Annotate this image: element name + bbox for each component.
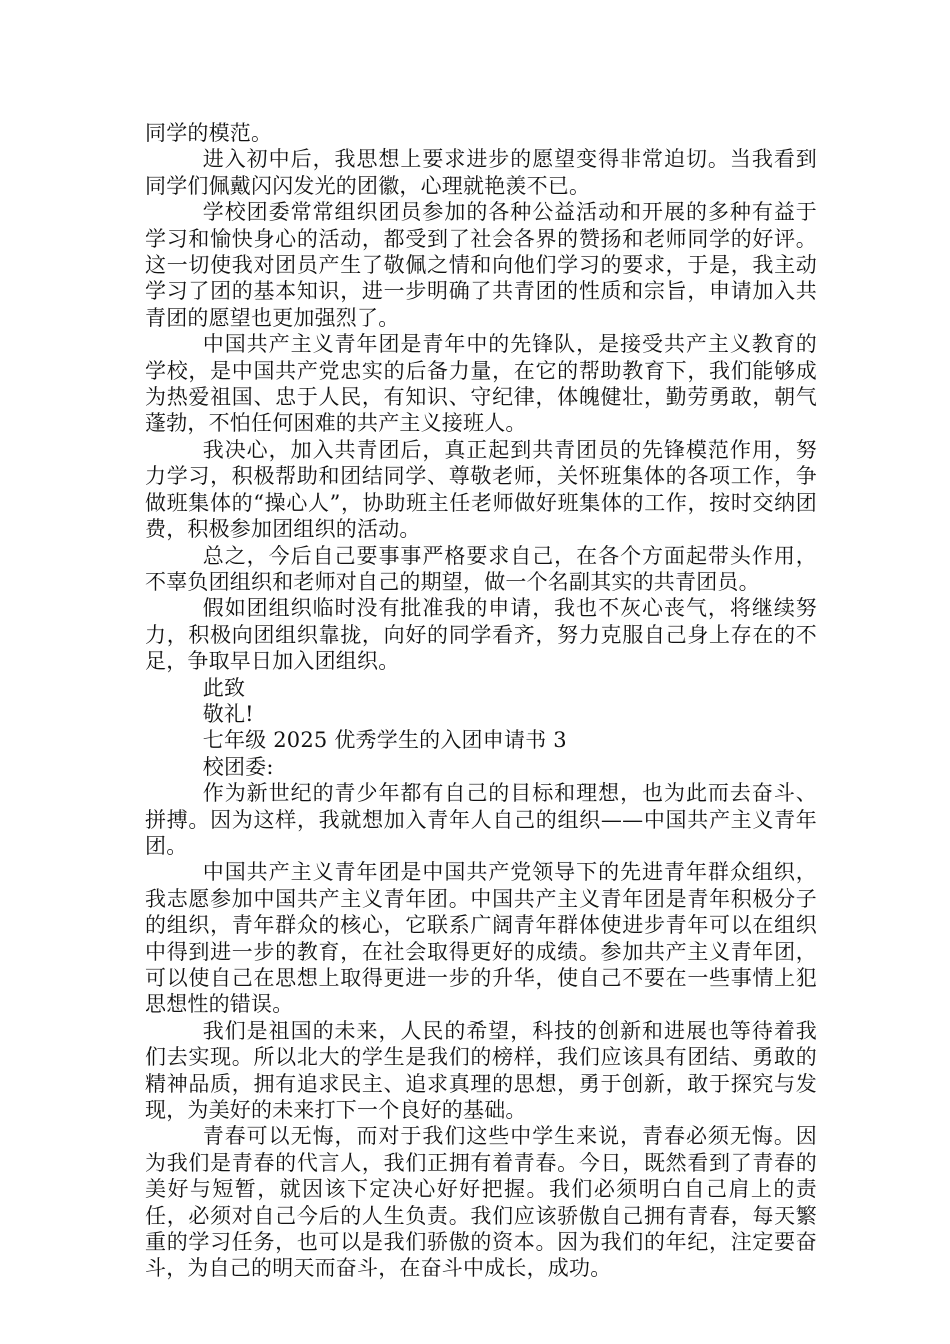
paragraph: 我决心，加入共青团后，真正起到共青团员的先锋模范作用，努力学习，积极帮助和团结同学、尊敬老师，关怀班集体的各项工作，争做班集体的“操心人”，协助班主任老师做好班集体的工作，按时交纳团费，积极参加团组织的活动。	[145, 437, 817, 542]
paragraph: 中国共产主义青年团是青年中的先锋队，是接受共产主义教育的学校，是中国共产党忠实的后备力量，在它的帮助教育下，我们能够成为热爱祖国、忠于人民，有知识、守纪律，体魄健壮，勤劳勇敢，朝气蓬勃，不怕任何困难的共产主义接班人。	[145, 332, 817, 436]
paragraph: 学校团委常常组织团员参加的各种公益活动和开展的多种有益于学习和愉快身心的活动，都受到了社会各界的赞扬和老师同学的好评。这一切使我对团员产生了敬佩之情和向他们学习的要求，于是，我主动学习了团的基本知识，进一步明确了共青团的性质和宗旨，申请加入共青团的愿望也更加强烈了。	[145, 200, 817, 330]
paragraph: 中国共产主义青年团是中国共产党领导下的先进青年群众组织，我志愿参加中国共产主义青年团。中国共产主义青年团是青年积极分子的组织，青年群众的核心，它联系广阔青年群体使进步青年可以在组织中得到进一步的教育，在社会取得更好的成绩。参加共产主义青年团，可以使自己在思想上取得更进一步的升华，使自己不要在一些事情上犯思想性的错误。	[145, 860, 817, 1017]
paragraph: 我们是祖国的未来，人民的希望，科技的创新和进展也等待着我们去实现。所以北大的学生是我们的榜样，我们应该具有团结、勇敢的精神品质，拥有追求民主、追求真理的思想，勇于创新，敢于探究与发现，为美好的未来打下一个良好的基础。	[145, 1018, 817, 1123]
paragraph: 进入初中后，我思想上要求进步的愿望变得非常迫切。当我看到同学们佩戴闪闪发光的团徽，心理就艳羡不已。	[145, 147, 817, 198]
paragraph: 青春可以无悔，而对于我们这些中学生来说，青春必须无悔。因为我们是青春的代言人，我们正拥有着青春。今日，既然看到了青春的美好与短暂，就因该下定决心好好把握。我们必须明白自己肩上的责任，必须对自己今后的人生负责。我们应该骄傲自己拥有青春，每天繁重的学习任务，也可以是我们骄傲的资本。因为我们的年纪，注定要奋斗，为自己的明天而奋斗，在奋斗中成长，成功。	[145, 1124, 817, 1281]
continuation-text: 同学的模范。	[145, 121, 273, 145]
paragraph: 作为新世纪的青少年都有自己的目标和理想，也为此而去奋斗、拼搏。因为这样，我就想加入青年人自己的组织——中国共产主义青年团。	[145, 781, 817, 858]
section-title: 七年级 2025 优秀学生的入团申请书 3	[202, 728, 567, 753]
document-page	[145, 120, 817, 1282]
paragraph: 总之，今后自己要事事严格要求自己，在各个方面起带头作用，不辜负团组织和老师对自己的期望，做一个名副其实的共青团员。	[145, 543, 817, 594]
paragraph: 假如团组织临时没有批准我的申请，我也不灰心丧气，将继续努力，积极向团组织靠拢，向好的同学看齐，努力克服自己身上存在的不足，争取早日加入团组织。	[145, 596, 817, 674]
closing-salute: 敬礼!	[202, 701, 254, 726]
closing-greeting: 此致	[202, 675, 246, 700]
salutation: 校团委:	[202, 754, 274, 779]
